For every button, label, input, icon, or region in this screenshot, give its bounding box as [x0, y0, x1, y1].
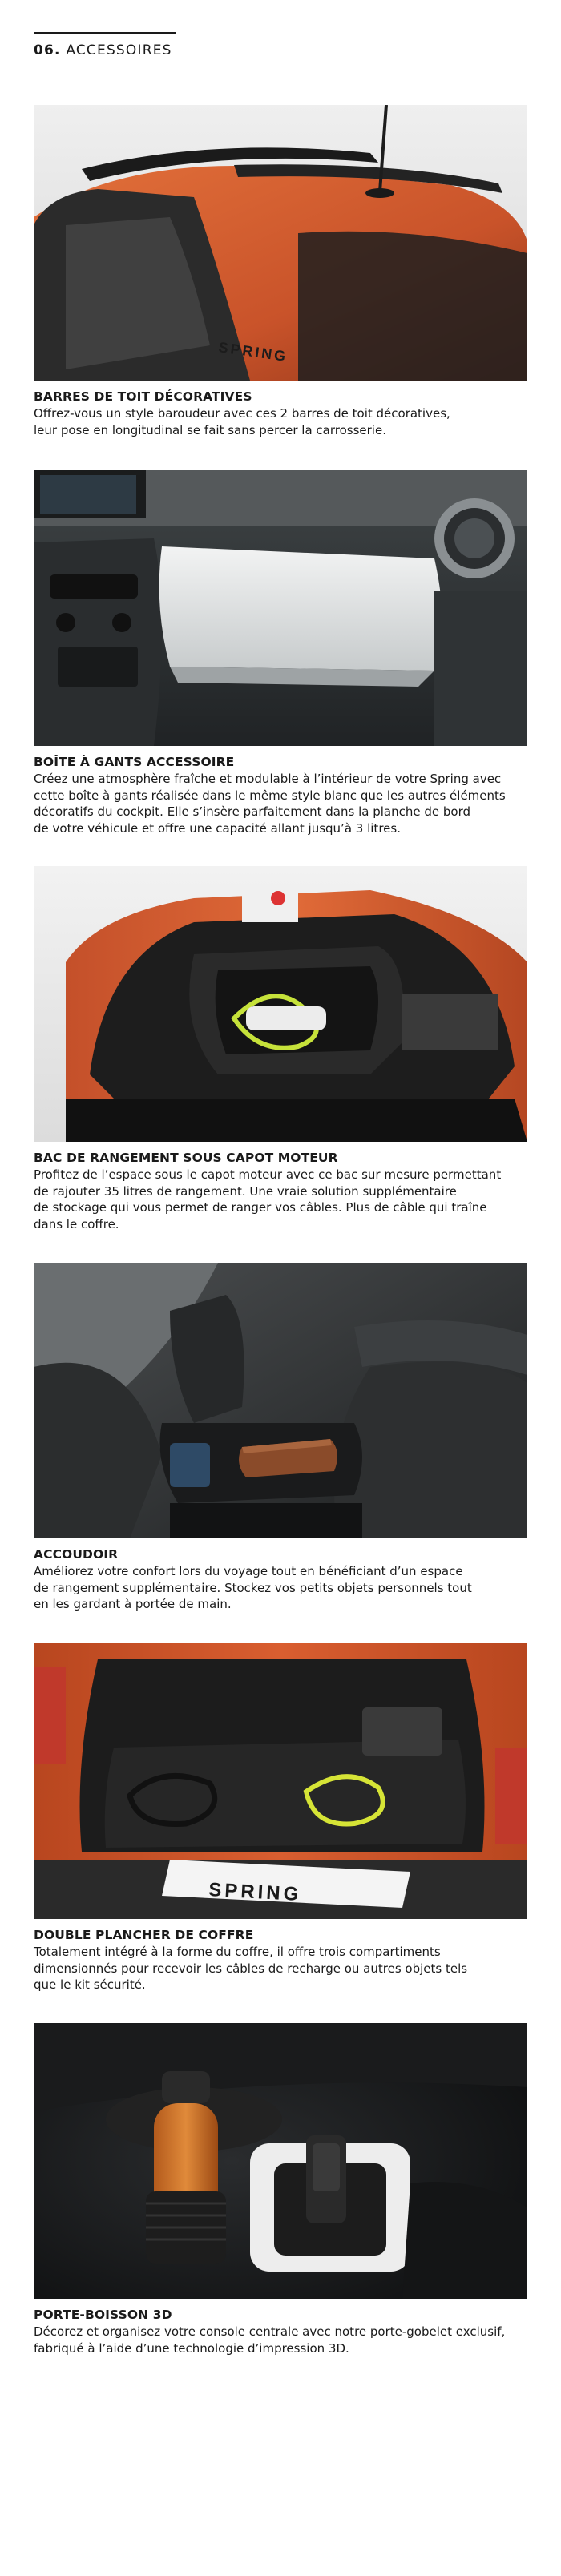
boot-floor-description [34, 1944, 527, 1993]
description-line: de rajouter 35 litres de rangement. Une vraie solution supplémentaire [34, 1183, 457, 1199]
glove-box-title: BOÎTE À GANTS ACCESSOIRE [34, 755, 235, 769]
armrest-title: ACCOUDOIR [34, 1547, 119, 1562]
description-line: cette boîte à gants réalisée dans le même style blanc que les autres éléments [34, 788, 506, 803]
header-rule [34, 32, 176, 34]
accessory-roof-bars [34, 105, 527, 438]
cup-holder-description [34, 2324, 527, 2356]
boot-floor-photo [34, 1643, 527, 1919]
glove-box-description [34, 771, 527, 836]
description-line: Créez une atmosphère fraîche et modulable à l’intérieur de votre Spring avec [34, 772, 502, 786]
boot-floor-image-text: SPRING [208, 1879, 302, 1906]
cup-holder-photo [34, 2023, 527, 2299]
cup-holder-title: PORTE-BOISSON 3D [34, 2308, 172, 2322]
accessory-cup-holder [34, 2023, 527, 2356]
description-line: Offrez-vous un style baroudeur avec ces 2 barres de toit décoratives, [34, 406, 450, 421]
accessory-double-boot-floor [34, 1643, 527, 1993]
description-line: de stockage qui vous permet de ranger vos câbles. Plus de câble qui traîne [34, 1200, 487, 1215]
description-line: Profitez de l’espace sous le capot moteur avec ce bac sur mesure permettant [34, 1167, 502, 1182]
description-line: Décorez et organisez votre console centrale avec notre porte-gobelet exclusif, [34, 2324, 506, 2339]
description-line: dans le coffre. [34, 1216, 119, 1232]
section-title [34, 42, 172, 58]
glove-box-photo [34, 470, 527, 746]
roof-bars-title: BARRES DE TOIT DÉCORATIVES [34, 389, 252, 404]
description-line: Améliorez votre confort lors du voyage tout en bénéficiant d’un espace [34, 1564, 463, 1578]
under-hood-description [34, 1167, 527, 1232]
armrest-description [34, 1563, 527, 1613]
accessory-armrest [34, 1263, 527, 1613]
description-line: fabriqué à l’aide d’une technologie d’impression 3D. [34, 2340, 349, 2356]
boot-floor-title: DOUBLE PLANCHER DE COFFRE [34, 1928, 254, 1942]
description-line: que le kit sécurité. [34, 1977, 146, 1992]
description-line: de votre véhicule et offre une capacité allant jusqu’à 3 litres. [34, 820, 401, 836]
description-line: de rangement supplémentaire. Stockez vos petits objets personnels tout [34, 1580, 472, 1595]
section-number: 06. [34, 42, 61, 58]
description-line: décoratifs du cockpit. Elle s’insère parfaitement dans la planche de bord [34, 804, 470, 819]
roof-bars-image-text: SPRING [217, 339, 289, 365]
description-line: en les gardant à portée de main. [34, 1597, 232, 1611]
roof-bars-photo [34, 105, 527, 381]
description-line: leur pose en longitudinal se fait sans percer la carrosserie. [34, 422, 386, 437]
roof-bars-description [34, 405, 527, 438]
armrest-photo [34, 1263, 527, 1538]
section-name: ACCESSOIRES [66, 42, 172, 58]
under-hood-photo [34, 866, 527, 1142]
accessory-under-hood-storage [34, 866, 527, 1232]
description-line: Totalement intégré à la forme du coffre, il offre trois compartiments [34, 1945, 441, 1959]
under-hood-title: BAC DE RANGEMENT SOUS CAPOT MOTEUR [34, 1151, 338, 1165]
description-line: dimensionnés pour recevoir les câbles de recharge ou autres objets tels [34, 1961, 468, 1976]
accessory-glove-box [34, 470, 527, 836]
